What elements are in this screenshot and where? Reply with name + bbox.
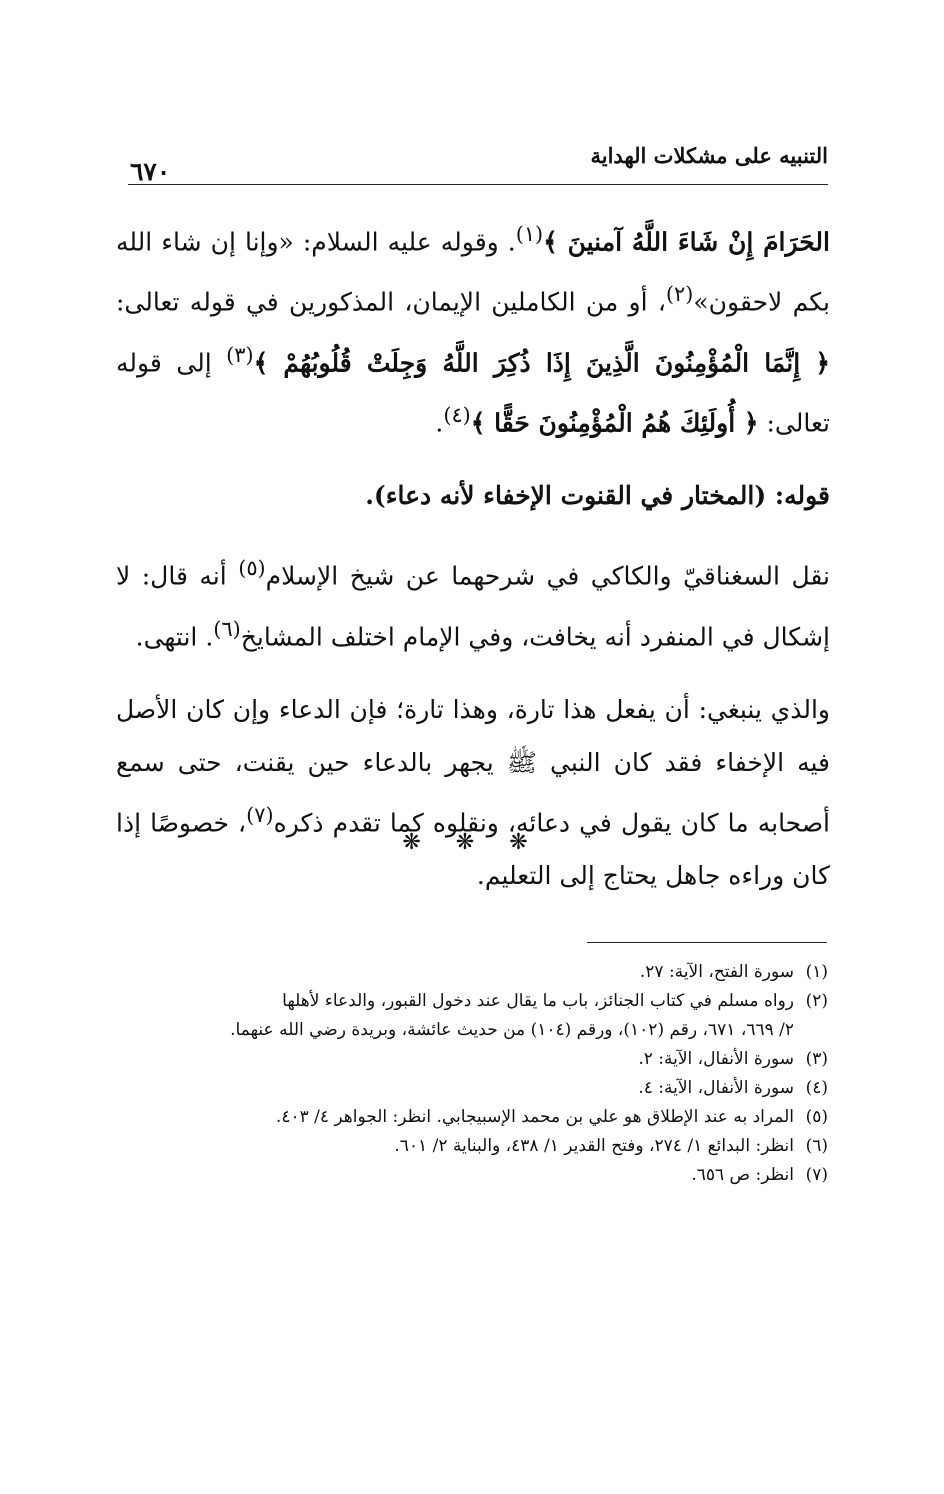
footnote-ref: (٤) [443, 402, 471, 427]
paragraph-text: . [435, 408, 444, 438]
footnote-ref: (٧) [246, 802, 274, 827]
footnote-ref: (٦) [213, 616, 241, 641]
quran-quote: ﴿ أُولَئِكَ هُمُ الْمُؤْمِنُونَ حَقًّا ﴾ [470, 408, 759, 438]
paragraph-text: أنه قال: لا إشكال في المنفرد أنه يخافت، وفي الإمام اختلف المشايخ [116, 561, 830, 651]
quran-quote: الحَرَامَ إِنْ شَاءَ اللَّهُ آمنينَ ﴾ [543, 227, 830, 257]
footnote [116, 1161, 828, 1190]
footnote-number: (٢) [805, 991, 828, 1011]
footnote [116, 1132, 828, 1161]
footnote-number: (٥) [805, 1107, 828, 1127]
footnote-number: (٧) [805, 1165, 828, 1185]
paragraph-text: إلى قوله تعالى: [116, 347, 830, 438]
footnote-ref: (١) [515, 222, 544, 246]
page-number: ٦٧٠ [130, 157, 171, 186]
footnote-ref: (٣) [226, 342, 254, 367]
section-separator: ❋ ❋ ❋ [402, 830, 542, 855]
footnote-number: (٤) [805, 1078, 828, 1098]
body-text [116, 208, 830, 902]
paragraph-3 [116, 683, 830, 902]
paragraph-text: ، خصوصًا إذا كان وراءه جاهل يحتاج إلى التعليم. [116, 808, 830, 891]
paragraph-text: والذي ينبغي: أن يفعل هذا تارة، وهذا تارة؛ فإن الدعاء وإن كان الأصل فيه الإخفاء فقد كان النبي ﷺ يجهر بالدعاء حين يقنت، حتى سمع أصحابه ما كان يقول في دعائه، ونقلوه كما تقدم ذكره [116, 694, 830, 838]
footnote-text: سورة الفتح، الآية: ٢٧. [639, 962, 794, 982]
header-rule [128, 184, 828, 185]
footnotes [116, 958, 828, 1190]
page-header [128, 143, 828, 193]
footnote-number: (١) [805, 962, 828, 982]
paragraph-text: . انتهى. [135, 621, 214, 651]
paragraph-text: . وقوله عليه السلام: «وإنا إن شاء الله بكم لاحقون» [116, 227, 830, 317]
footnote [116, 1045, 828, 1074]
footnote-text: انظر: البدائع ١/ ٢٧٤، وفتح القدير ١/ ٤٣٨، والبناية ٢/ ٦٠١. [394, 1136, 794, 1156]
footnote-ref: (٥) [238, 556, 266, 581]
footnote [116, 1103, 828, 1132]
footnote-number: (٦) [805, 1136, 828, 1156]
running-title: التنبيه على مشكلات الهداية [590, 143, 828, 168]
footnote-continuation: ٢/ ٦٦٩، ٦٧١، رقم (١٠٢)، ورقم (١٠٤) من حديث عائشة، وبريدة رضي الله عنهما. [230, 1020, 794, 1040]
footnote-text: انظر: ص ٦٥٦. [691, 1165, 794, 1185]
footnote-text: رواه مسلم في كتاب الجنائز، باب ما يقال عند دخول القبور، والدعاء لأهلها [282, 991, 794, 1011]
quran-quote: ﴿ إِنَّمَا الْمُؤْمِنُونَ الَّذِينَ إِذَا ذُكِرَ اللَّهُ وَجِلَتْ قُلُوبُهُمْ ﴾ [253, 347, 830, 377]
paragraph-1 [116, 208, 830, 449]
footnote [116, 987, 828, 1045]
footnote-number: (٣) [805, 1049, 828, 1069]
footnote-text: سورة الأنفال، الآية: ٢. [638, 1049, 794, 1069]
footnote-rule [587, 942, 827, 943]
footnote-text: سورة الأنفال، الآية: ٤. [638, 1078, 794, 1098]
paragraph-text: ، أو من الكاملين الإيمان، المذكورين في قوله تعالى: [116, 287, 666, 317]
section-heading: قوله: (المختار في القنوت الإخفاء لأنه دعاء). [365, 481, 830, 511]
footnote-ref: (٢) [665, 282, 694, 307]
footnote [116, 958, 828, 987]
footnote [116, 1074, 828, 1103]
paragraph-2 [116, 542, 830, 663]
paragraph-text: نقل السغناقيّ والكاكي في شرحهما عن شيخ الإسلام [265, 561, 830, 591]
footnote-text: المراد به عند الإطلاق هو علي بن محمد الإسبيجابي. انظر: الجواهر ٤/ ٤٠٣. [275, 1107, 794, 1127]
